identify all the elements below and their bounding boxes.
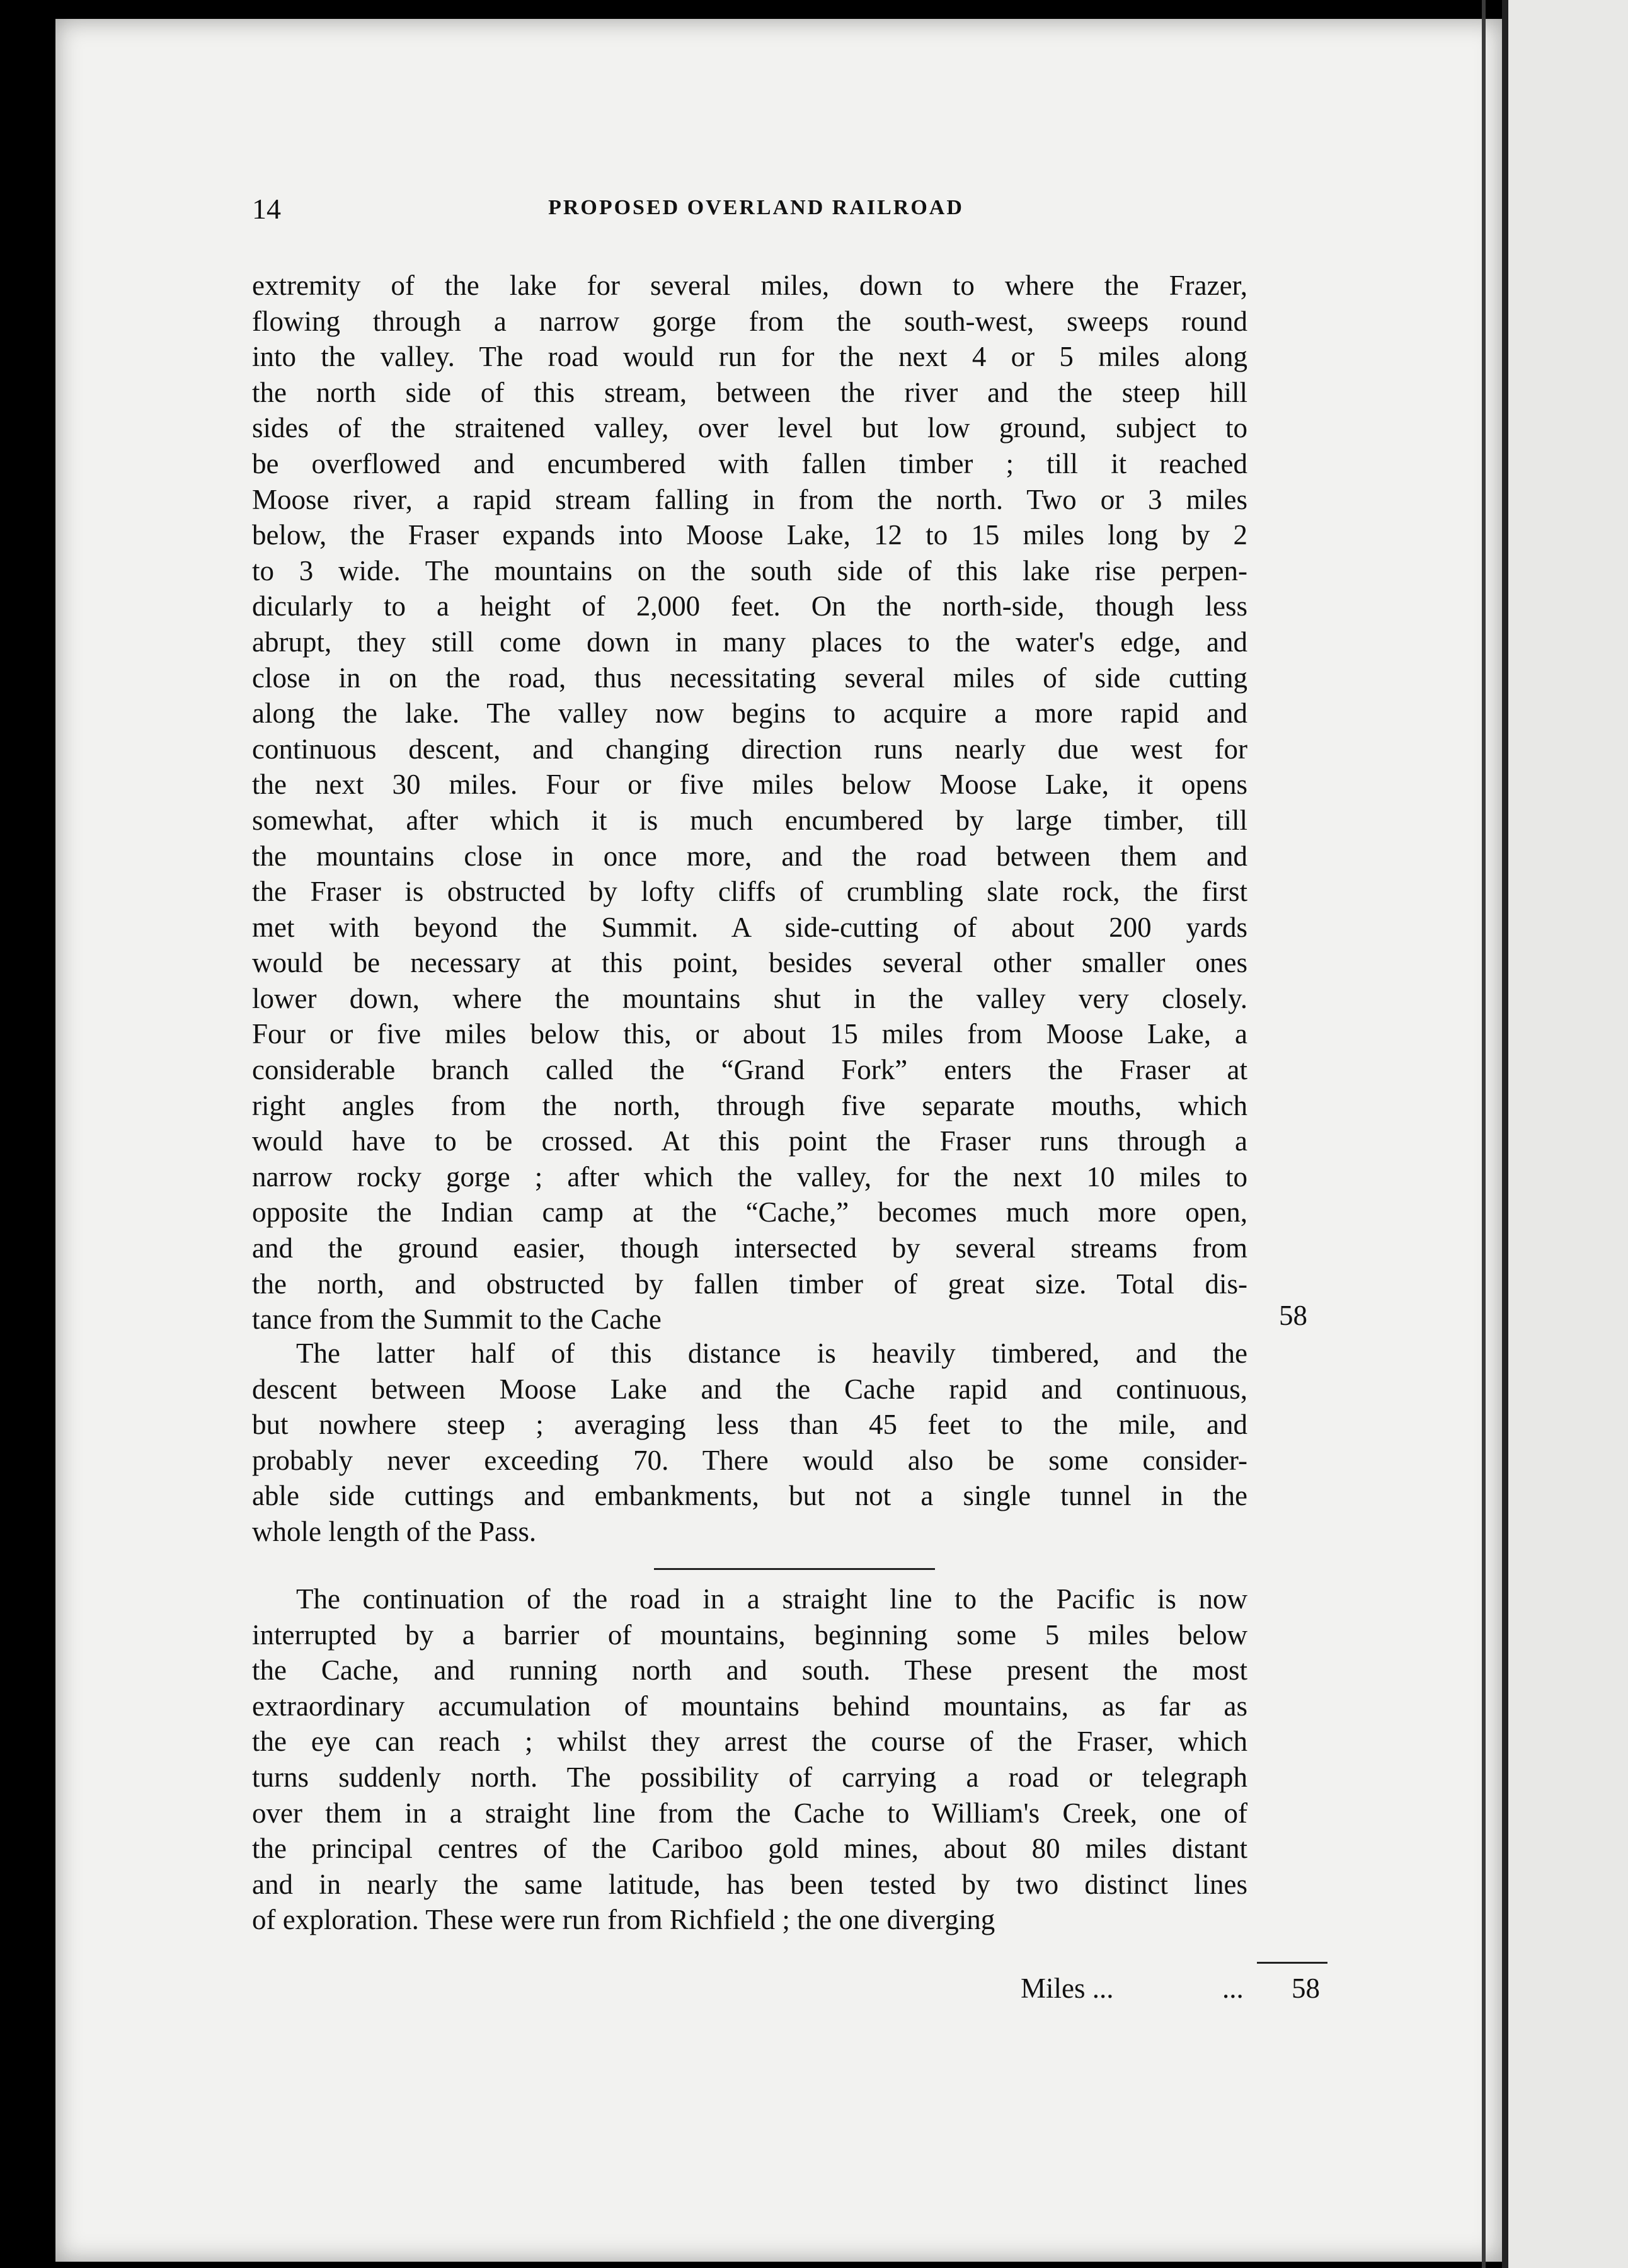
- text-line: narrow rocky gorge ; after which the valley, for the next 10 miles to: [252, 1160, 1247, 1193]
- text-line: dicularly to a height of 2,000 feet. On the north-side, though less: [252, 590, 1247, 622]
- page-number: 14: [252, 193, 281, 225]
- text-line: the next 30 miles. Four or five miles below Moose Lake, it opens: [252, 769, 1247, 801]
- text-line: but nowhere steep ; averaging less than 45 feet to the mile, and: [252, 1409, 1247, 1441]
- text-line: extremity of the lake for several miles, down to where the Frazer,: [252, 270, 1247, 301]
- paragraph-route-description: [252, 268, 1247, 1337]
- running-head: [252, 192, 1260, 230]
- text-line: The continuation of the road in a straight line to the Pacific is now: [296, 1583, 1247, 1615]
- running-title: PROPOSED OVERLAND RAILROAD: [548, 196, 964, 219]
- text-line: met with beyond the Summit. A side-cutting of about 200 yards: [252, 911, 1247, 943]
- text-line: the north side of this stream, between the river and the steep hill: [252, 376, 1247, 408]
- text-line: and the ground easier, though intersected by several streams from: [252, 1232, 1247, 1264]
- page-gutter-line: [1482, 0, 1486, 2268]
- text-line: along the lake. The valley now begins to acquire a more rapid and: [252, 697, 1247, 730]
- text-line: turns suddenly north. The possibility of carrying a road or telegraph: [252, 1761, 1247, 1793]
- text-line: considerable branch called the “Grand Fork” enters the Fraser at: [252, 1054, 1247, 1086]
- text-line: of exploration. These were run from Richfield ; the one diverging: [252, 1904, 995, 1936]
- facing-page-edge: [1502, 0, 1628, 2268]
- text-line: flowing through a narrow gorge from the south-west, sweeps round: [252, 305, 1247, 337]
- text-line: the north, and obstructed by fallen timber of great size. Total dis-: [252, 1268, 1247, 1300]
- text-line: somewhat, after which it is much encumbered by large timber, till: [252, 804, 1247, 836]
- text-line: extraordinary accumulation of mountains behind mountains, as far as: [252, 1690, 1247, 1722]
- text-line: tance from the Summit to the Cache: [252, 1303, 662, 1336]
- distance-value: 58: [1279, 1300, 1307, 1331]
- paragraph-pass-summary: [252, 1336, 1247, 1550]
- text-line: opposite the Indian camp at the “Cache,” becomes much more open,: [252, 1196, 1247, 1228]
- text-line: into the valley. The road would run for the next 4 or 5 miles along: [252, 341, 1247, 373]
- text-line: The latter half of this distance is heavily timbered, and the: [296, 1337, 1247, 1369]
- section-divider: [654, 1568, 935, 1570]
- text-line: Moose river, a rapid stream falling in from the north. Two or 3 miles: [252, 483, 1247, 515]
- text-line: over them in a straight line from the Cache to William's Creek, one of: [252, 1797, 1247, 1829]
- text-line: right angles from the north, through five separate mouths, which: [252, 1089, 1247, 1121]
- total-value: 58: [1292, 1973, 1320, 2004]
- text-line: interrupted by a barrier of mountains, beginning some 5 miles below: [252, 1618, 1247, 1651]
- text-line: would be necessary at this point, besides several other smaller ones: [252, 947, 1247, 979]
- text-line: continuous descent, and changing direction runs nearly due west for: [252, 733, 1247, 765]
- text-line: the principal centres of the Cariboo gold mines, about 80 miles distant: [252, 1833, 1247, 1865]
- text-line: whole length of the Pass.: [252, 1515, 537, 1547]
- text-line: sides of the straitened valley, over level but low ground, subject to: [252, 412, 1247, 444]
- text-line: probably never exceeding 70. There would also be some consider-: [252, 1444, 1247, 1476]
- text-line: able side cuttings and embankments, but not a single tunnel in the: [252, 1480, 1247, 1512]
- total-label: Miles ...: [1021, 1973, 1114, 2004]
- text-line: the eye can reach ; whilst they arrest the course of the Fraser, which: [252, 1726, 1247, 1758]
- total-leader-dots: ...: [1222, 1973, 1244, 2004]
- text-line: Four or five miles below this, or about 15 miles from Moose Lake, a: [252, 1018, 1247, 1050]
- text-line: descent between Moose Lake and the Cache rapid and continuous,: [252, 1373, 1247, 1405]
- text-line: the Fraser is obstructed by lofty cliffs of crumbling slate rock, the first: [252, 876, 1247, 908]
- total-rule: [1257, 1962, 1327, 1964]
- text-line: below, the Fraser expands into Moose Lake, 12 to 15 miles long by 2: [252, 519, 1247, 551]
- text-line: lower down, where the mountains shut in the valley very closely.: [252, 982, 1247, 1014]
- text-line: to 3 wide. The mountains on the south side of this lake rise perpen-: [252, 554, 1247, 587]
- text-line: close in on the road, thus necessitating several miles of side cutting: [252, 662, 1247, 694]
- text-line: and in nearly the same latitude, has been tested by two distinct lines: [252, 1868, 1247, 1900]
- paragraph-mountain-barrier: [252, 1581, 1247, 1938]
- text-line: the Cache, and running north and south. These present the most: [252, 1654, 1247, 1687]
- text-line: be overflowed and encumbered with fallen timber ; till it reached: [252, 447, 1247, 479]
- text-line: would have to be crossed. At this point the Fraser runs through a: [252, 1125, 1247, 1157]
- text-line: abrupt, they still come down in many places to the water's edge, and: [252, 626, 1247, 658]
- text-line: the mountains close in once more, and the road between them and: [252, 840, 1247, 872]
